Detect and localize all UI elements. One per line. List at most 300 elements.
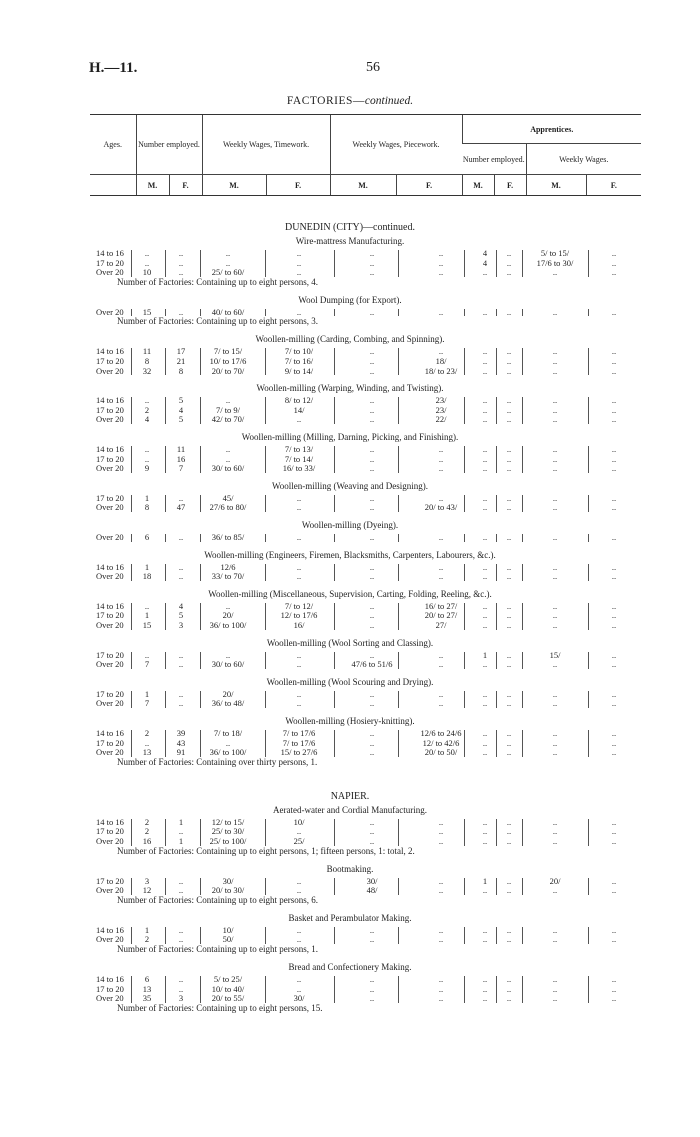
value-cell: .. [611,983,617,994]
column-rule [200,309,201,317]
column-rule [165,603,166,630]
value-cell: .. [552,365,558,376]
value-cell: .. [482,463,488,474]
value-cell: .. [369,620,375,630]
value-cell: .. [611,492,617,503]
value-cell: 7/ to 17/6 [282,728,316,738]
value-cell: .. [369,248,375,258]
value-cell: 47 [176,502,186,513]
column-rule [200,534,201,542]
column-rule [588,495,589,512]
column-rule [265,250,266,277]
column-rule [165,495,166,512]
value-cell: 20/ [549,875,561,886]
column-rule [334,564,335,581]
column-rule [165,691,166,708]
table-row [96,621,636,630]
value-cell: .. [369,924,375,935]
column-rule [265,603,266,630]
value-cell: 25/ to 100/ [209,836,247,846]
table-header [90,114,641,196]
column-rule [200,652,201,669]
value-cell: .. [369,306,375,317]
column-rule [265,691,266,708]
column-rule [200,446,201,473]
age-cell: 17 to 20 [96,356,124,366]
value-cell: .. [438,698,444,709]
column-rule [334,495,335,512]
table-row [96,357,636,366]
value-cell: .. [611,659,617,670]
value-cell: .. [611,747,617,758]
value-cell: .. [552,395,558,406]
value-cell: 5/ to 25/ [213,974,243,984]
age-cell: 17 to 20 [96,649,124,660]
column-rule [131,564,132,581]
value-cell: 20/ [222,610,234,621]
column-rule [200,819,201,846]
value-cell: .. [611,688,617,699]
value-cell: .. [611,649,617,660]
column-rule [496,534,497,542]
column-rule [131,250,132,277]
header-piecework: Weekly Wages, Piecework. [330,115,462,175]
column-rule [200,348,201,375]
value-cell: .. [482,610,488,621]
column-rule [496,730,497,757]
value-cell: .. [438,934,444,945]
column-rule [522,691,523,708]
column-rule [496,564,497,581]
value-cell: .. [611,444,617,454]
column-rule [165,534,166,542]
value-cell: .. [438,257,444,268]
column-rule [496,446,497,473]
column-rule [334,309,335,317]
value-cell: .. [296,267,302,278]
value-cell: 7 [178,463,184,474]
value-cell: .. [296,885,302,896]
column-rule [588,250,589,277]
value-cell: 17 [176,346,186,357]
value-cell: .. [144,649,150,660]
column-rule [165,976,166,1003]
value-cell: .. [482,737,488,748]
value-cell: .. [506,532,512,542]
value-cell: 9 [144,463,150,474]
age-cell: 17 to 20 [96,688,124,699]
value-cell: 20/ to 50/ [424,747,458,758]
value-cell: 23/ [435,404,447,415]
group-subheading: Woollen-milling (Carding, Combing, and Spinning). [255,334,445,345]
value-cell: 10/ [222,924,234,935]
value-cell: .. [611,728,617,738]
value-cell: .. [178,688,184,699]
value-cell: 23/ [435,395,447,406]
age-cell: 14 to 16 [96,974,124,984]
col-m: M. [330,175,396,196]
value-cell: .. [369,974,375,984]
column-rule [165,309,166,317]
value-cell: 30/ to 60/ [211,659,245,670]
value-cell: .. [611,885,617,896]
value-cell: 11 [142,346,152,357]
value-cell: .. [296,826,302,837]
column-rule [334,603,335,630]
column-rule [398,250,399,277]
value-cell: .. [506,688,512,699]
value-cell: 1 [482,649,488,660]
column-rule [265,564,266,581]
column-rule [265,534,266,542]
value-cell: .. [225,649,231,660]
column-rule [398,976,399,1003]
value-cell: .. [225,444,231,454]
value-cell: .. [296,688,302,699]
value-cell: .. [438,836,444,846]
value-cell: .. [611,875,617,886]
age-cell: 14 to 16 [96,816,124,827]
value-cell: .. [296,924,302,935]
value-cell: .. [552,816,558,827]
age-cell: 14 to 16 [96,728,124,738]
value-cell: 8 [144,356,150,366]
value-cell: .. [296,659,302,670]
value-cell: .. [552,267,558,278]
value-cell: 8/ to 12/ [284,395,314,406]
value-cell: .. [482,924,488,935]
value-cell: .. [552,414,558,425]
column-rule [522,819,523,846]
header-apprentices: Apprentices. [462,115,641,144]
value-cell: 1 [482,875,488,886]
value-cell: .. [506,875,512,886]
value-cell: .. [611,248,617,258]
column-rule [131,348,132,375]
value-cell: .. [225,248,231,258]
group-subheading: Woollen-milling (Milling, Darning, Picking, and Finishing). [241,432,459,442]
table-row [96,445,636,454]
column-rule [165,348,166,375]
value-cell: .. [611,346,617,357]
age-cell: Over 20 [96,659,124,670]
column-rule [464,603,465,630]
value-cell: .. [611,463,617,474]
value-cell: .. [506,356,512,366]
age-cell: Over 20 [96,934,124,945]
value-cell: 4 [482,248,488,258]
column-rule [265,819,266,846]
value-cell: .. [178,649,184,660]
age-cell: 14 to 16 [96,395,124,406]
value-cell: .. [369,404,375,415]
column-rule [131,927,132,944]
value-cell: 12 [142,885,152,896]
value-cell: .. [296,306,302,317]
col-f: F. [396,175,462,196]
value-cell: .. [506,463,512,474]
value-cell: 1 [178,816,184,827]
age-cell: 17 to 20 [96,610,124,621]
value-cell: .. [369,934,375,945]
column-rule [398,309,399,317]
column-rule [265,348,266,375]
value-cell: .. [178,257,184,268]
value-cell: .. [482,885,488,896]
value-cell: 13 [142,747,152,758]
value-cell: .. [506,816,512,827]
value-cell: 17/6 to 30/ [536,257,574,268]
value-cell: 36/ to 48/ [211,698,245,709]
column-rule [398,348,399,375]
value-cell: 5 [178,395,184,406]
value-cell: .. [506,934,512,945]
value-cell: .. [506,267,512,278]
column-rule [165,397,166,424]
column-rule [464,652,465,669]
column-rule [200,603,201,630]
column-rule [200,495,201,512]
value-cell: 35 [142,993,152,1004]
value-cell: .. [611,365,617,376]
value-cell: .. [296,571,302,582]
value-cell: .. [369,571,375,582]
column-rule [398,730,399,757]
column-rule [265,309,266,317]
age-cell: Over 20 [96,502,124,513]
value-cell: .. [482,974,488,984]
group-subheading: Aerated-water and Cordial Manufacturing. [273,804,427,815]
value-cell: .. [552,993,558,1004]
section-title: DUNEDIN (CITY)—continued. [285,222,415,233]
column-rule [131,878,132,895]
value-cell: .. [611,306,617,317]
value-cell: 12/ to 17/6 [280,610,318,621]
column-rule [522,309,523,317]
value-cell: .. [178,934,184,945]
column-rule [131,495,132,512]
value-cell: 42/ to 70/ [211,414,245,425]
value-cell: .. [144,444,150,454]
value-cell: .. [438,571,444,582]
factory-count-note: Number of Factories: Containing up to eight persons, 3. [117,316,318,327]
value-cell: .. [552,532,558,542]
value-cell: .. [178,248,184,258]
value-cell: .. [482,571,488,582]
value-cell: .. [552,492,558,503]
value-cell: .. [552,463,558,474]
value-cell: 45/ [222,492,234,503]
value-cell: .. [369,346,375,357]
value-cell: 10 [142,267,152,278]
age-cell: 17 to 20 [96,492,124,503]
value-cell: .. [369,463,375,474]
column-rule [588,819,589,846]
value-cell: .. [178,561,184,572]
col-f: F. [586,175,641,196]
value-cell: .. [482,414,488,425]
value-cell: .. [438,463,444,474]
value-cell: .. [611,826,617,837]
group-subheading: Basket and Perambulator Making. [288,912,412,923]
age-cell: 14 to 16 [96,600,124,611]
value-cell: .. [178,698,184,709]
age-cell: 14 to 16 [96,346,124,357]
value-cell: .. [506,453,512,464]
value-cell: .. [225,737,231,748]
value-cell: .. [369,698,375,709]
value-cell: .. [611,453,617,464]
value-cell: .. [369,356,375,366]
column-rule [334,878,335,895]
age-cell: Over 20 [96,414,124,425]
value-cell: .. [611,561,617,572]
value-cell: .. [178,885,184,896]
value-cell: .. [482,620,488,630]
value-cell: .. [482,747,488,758]
factory-count-note: Number of Factories: Containing up to eight persons, 6. [117,894,318,905]
table-row [96,464,636,473]
column-rule [522,730,523,757]
value-cell: .. [552,600,558,611]
value-cell: 27/6 to 80/ [209,502,247,513]
column-rule [496,878,497,895]
column-rule [334,652,335,669]
group-subheading: Woollen-milling (Wool Scouring and Drying). [266,676,434,687]
value-cell: .. [178,532,184,542]
column-rule [588,397,589,424]
value-cell: .. [552,610,558,621]
column-rule [588,927,589,944]
value-cell: 25/ to 30/ [211,826,245,837]
value-cell: .. [482,356,488,366]
value-cell: 47/6 to 51/6 [351,659,393,670]
value-cell: .. [506,257,512,268]
column-rule [588,603,589,630]
value-cell: .. [178,974,184,984]
value-cell: 20/ [222,688,234,699]
value-cell: .. [438,993,444,1004]
value-cell: 10/ to 17/6 [209,356,247,366]
value-cell: .. [611,571,617,582]
column-rule [464,819,465,846]
value-cell: 20/ to 43/ [424,502,458,513]
column-rule [588,976,589,1003]
column-rule [334,691,335,708]
age-cell: Over 20 [96,267,124,278]
value-cell: .. [611,620,617,630]
value-cell: 7/ to 17/6 [282,737,316,748]
column-rule [464,878,465,895]
value-cell: .. [552,453,558,464]
value-cell: 27/ [435,620,447,630]
value-cell: .. [482,267,488,278]
value-cell: .. [438,649,444,660]
group-subheading: Woollen-milling (Wool Sorting and Classing). [266,637,434,648]
value-cell: 50/ [222,934,234,945]
column-rule [496,927,497,944]
value-cell: 30/ to 60/ [211,463,245,474]
value-cell: .. [178,659,184,670]
value-cell: 5 [178,610,184,621]
group-subheading: Woollen-milling (Weaving and Designing). [271,480,429,491]
value-cell: .. [144,257,150,268]
column-rule [265,730,266,757]
value-cell: 6 [144,974,150,984]
group-subheading: Woollen-milling (Dyeing). [301,520,399,530]
factory-count-note: Number of Factories: Containing up to eight persons, 15. [117,1002,323,1013]
age-cell: Over 20 [96,747,124,758]
column-rule [496,819,497,846]
column-rule [522,495,523,512]
value-cell: 21 [176,356,186,366]
value-cell: .. [506,698,512,709]
column-rule [464,309,465,317]
column-rule [496,652,497,669]
column-rule [496,691,497,708]
column-rule [200,927,201,944]
value-cell: .. [482,502,488,513]
column-rule [334,927,335,944]
group-subheading: Woollen-milling (Engineers, Firemen, Blacksmiths, Carpenters, Labourers, &c.). [204,549,496,560]
column-rule [588,652,589,669]
column-rule [165,730,166,757]
value-cell: 7/ to 10/ [284,346,314,357]
header-timework: Weekly Wages, Timework. [202,115,330,175]
column-rule [165,927,166,944]
value-cell: 18/ [435,356,447,366]
value-cell: 12/ to 15/ [211,816,245,827]
age-cell: 17 to 20 [96,404,124,415]
column-rule [496,348,497,375]
value-cell: 30/ [222,875,234,886]
value-cell: .. [178,826,184,837]
header-app-number: Number employed. [462,154,525,164]
value-cell: .. [552,620,558,630]
value-cell: .. [552,698,558,709]
value-cell: .. [506,395,512,406]
column-rule [398,819,399,846]
value-cell: .. [506,747,512,758]
value-cell: 1 [144,688,150,699]
column-rule [131,976,132,1003]
column-rule [522,878,523,895]
column-rule [265,495,266,512]
value-cell: .. [369,414,375,425]
value-cell: .. [438,816,444,827]
table-row [96,975,636,984]
value-cell: 30/ [366,875,378,886]
value-cell: .. [611,395,617,406]
value-cell: 1 [144,924,150,935]
value-cell: .. [296,248,302,258]
value-cell: .. [506,492,512,503]
value-cell: .. [506,346,512,357]
column-rule [522,652,523,669]
value-cell: .. [552,571,558,582]
section-title: NAPIER. [330,790,370,802]
table-row [96,572,636,581]
age-cell: Over 20 [96,365,124,376]
value-cell: .. [369,728,375,738]
column-rule [165,564,166,581]
column-rule [131,309,132,317]
column-rule [496,603,497,630]
table-row [96,699,636,708]
value-cell: 91 [176,747,186,758]
value-cell: .. [296,502,302,513]
column-rule [131,534,132,542]
